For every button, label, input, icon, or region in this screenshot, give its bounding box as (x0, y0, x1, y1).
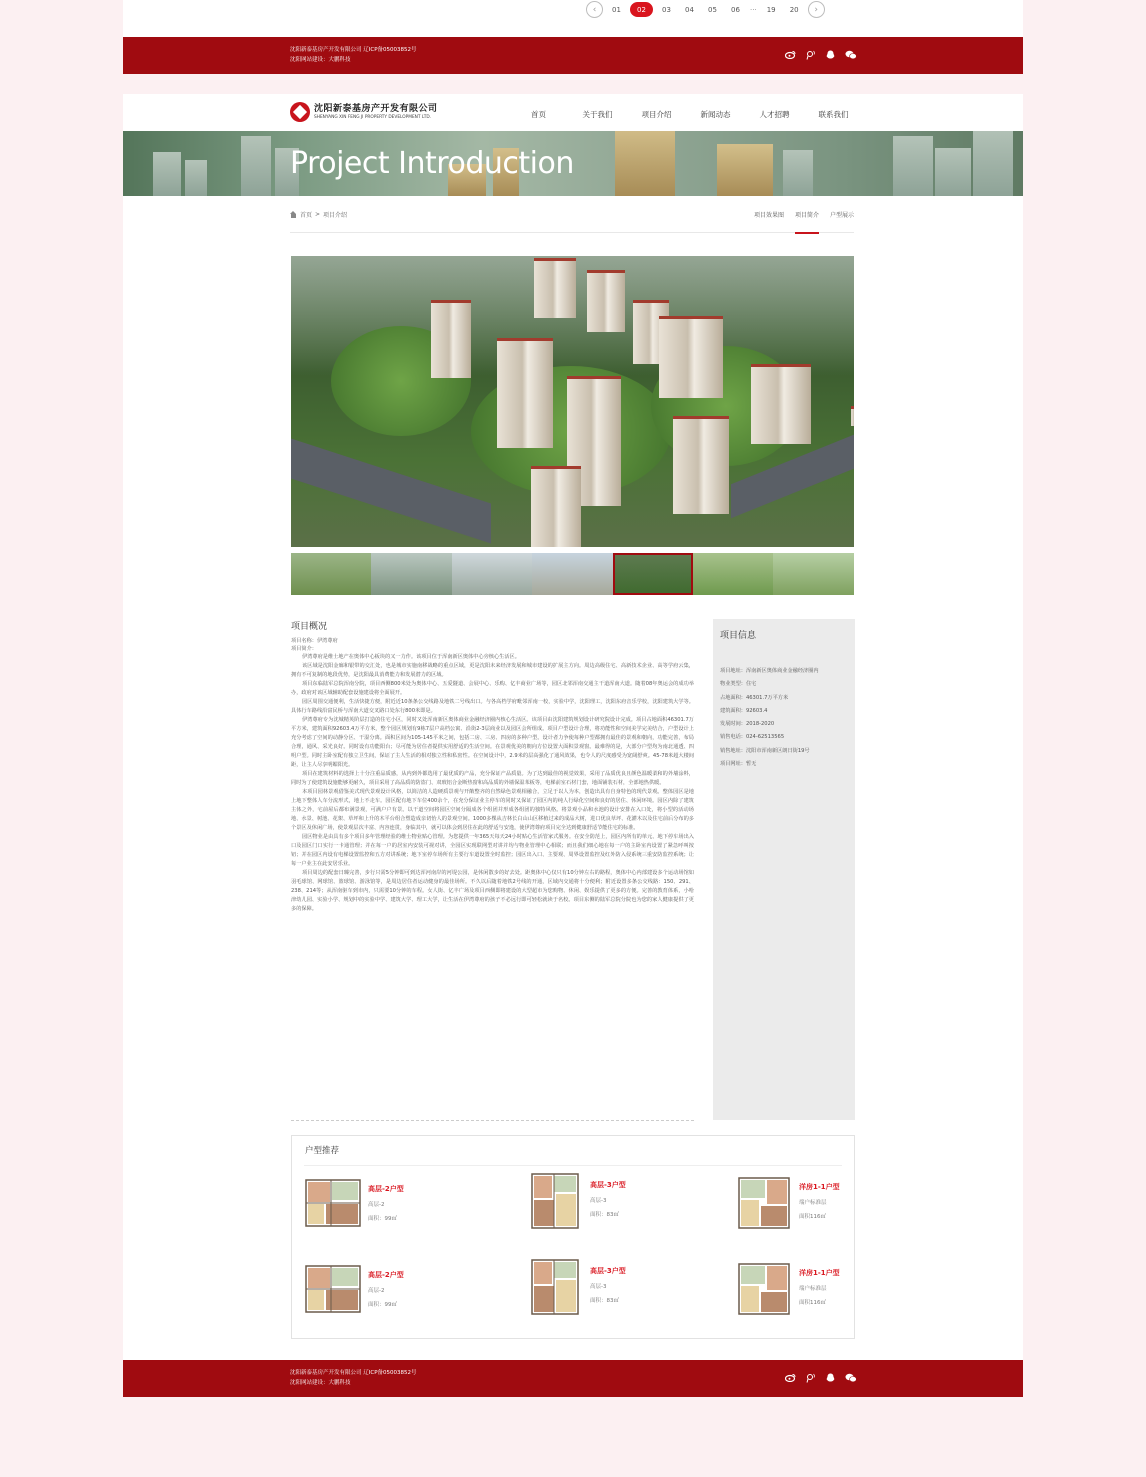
page-link-active[interactable]: 02 (630, 2, 653, 17)
thumbnail[interactable] (371, 553, 451, 595)
divider (291, 1120, 694, 1121)
breadcrumb (290, 210, 347, 219)
wechat-icon[interactable] (844, 49, 857, 60)
info-row: 建筑面积：92603.4 (720, 707, 768, 714)
floorplan-type: 高层-3 (590, 1198, 607, 1204)
divider (304, 1165, 842, 1166)
floorplan-image (526, 1258, 584, 1318)
page-ellipsis: ··· (750, 5, 757, 14)
nav-careers[interactable]: 人才招聘 (759, 110, 790, 119)
floorplan-area: 面积116㎡ (799, 1300, 826, 1306)
overview-paragraph: 项目在建筑材料的选择上十分注重品质感，从内到外都选用了最优质的产品，充分保证产品质量。为了达到最佳的视觉效果，采用了品质优良且颜色温暖柔和的外墙涂料，同时为了使建筑设施能够更耐久，项目采用了高品质的防盗门、双玻铝合金断热窗和高品质的外墙保温苯板等，电梯前室石材门套，地面铺装石材，全部地热供暖。 (291, 771, 694, 786)
subnav-floorplans[interactable]: 户型展示 (829, 212, 854, 219)
pagination (586, 1, 825, 18)
nav-contact[interactable]: 联系我们 (818, 110, 849, 119)
thumbnail[interactable] (773, 553, 853, 595)
footer-top (123, 37, 1023, 74)
chevron-right-icon[interactable]: › (808, 1, 825, 18)
footer-credit: 沈阳网站建设：大鹏科技 (290, 1380, 351, 1386)
qq-icon[interactable] (824, 1372, 837, 1383)
floorplan-area: 面积：83㎡ (590, 1298, 619, 1304)
floorplan-card[interactable] (735, 1174, 915, 1244)
floorplan-type: 高层-2 (368, 1202, 385, 1208)
footer-bottom (123, 1360, 1023, 1397)
footer-text (290, 1368, 417, 1388)
thumbnail[interactable] (452, 553, 532, 595)
overview-paragraph: 园区物业是由具有多个项目多年管理经验的维士物业贴心管理。为您提供一年365天每天24小时贴心生活管家式服务。在安全防范上，园区内所有的单元、地下停车场出入口及园区门口实行一卡通管理；并在每一户的居室内安装可视对讲，全园区实现联网型对讲并均与物业管理中心相联；而且我们细心地在每一户的主卧室内设置了紧急呼叫按钮；并在园区内设有电梯设置监控和五方对讲系统；地下室停车场所有主要行车道设置全时监控；园区出入口、主要观、周界设置监控及红外防入侵系统三重安防监控系统；让每一户业主在此安居乐业。 (291, 834, 694, 867)
info-title: 项目信息 (720, 631, 757, 641)
floorplan-name[interactable]: 洋房1-1户型 (799, 1269, 840, 1277)
chevron-left-icon[interactable]: ‹ (586, 1, 603, 18)
floorplan-card[interactable] (304, 1262, 484, 1332)
floorplan-name[interactable]: 洋房1-1户型 (799, 1183, 840, 1191)
floorplan-name[interactable]: 高层-2户型 (368, 1271, 404, 1279)
social-icons (784, 1372, 857, 1383)
breadcrumb-current[interactable]: 项目介绍 (323, 212, 348, 219)
social-icons (784, 49, 857, 60)
overview-paragraph: 园区周围交通便利，生活快捷方便，附近近10条条公交线路及地铁二号线出口。与各高档学府毗邻浑南一校，实验中学，沈阳理工，沈阳东府音乐学校，沈阳建筑大学等。具体行车路线沿富民桥与浑南大道交叉路口处东行800米即是。 (291, 699, 694, 714)
overview-paragraph: 本项目园林景观借鉴美式现代景观设计风格，以简洁的人造硬质景观与开敞整齐的自然绿色景观相融合，立足于以人为本，创造出具有自身特色的现代景观。整体园区是地上地下整体人车分流形式，地上不走车。园区配有地下车位400余个，在充分保证业主停车的同时又保证了园区内的纯人行绿化空间和良好的居住、休闲环境。园区内除了建筑主体之外，宅前屋后都布满景观，可满户户有景。以干道空间将园区空间分隔成各个组团并形成各组团的独特风格。将景观小品和水池的设计安排在入口处，将小型的活动场地、水景、树池、花架、草坪和上升的木平台组合塑造成亲切怡人的景观空间。1000多棵从吉林长白山山区移植过来的成品大树，进口优良草坪、花灌木以及住宅前后分布的多个景区及休闲广场，使景观层次丰富、内容连贯，身临其中，就可以体会到居住在此的舒适与安逸，使伊湾尊府项目完全达到健康舒适节能住宅的标准。 (291, 789, 694, 831)
page-link[interactable]: 01 (612, 5, 621, 14)
page-link[interactable]: 06 (731, 5, 740, 14)
floorplan-image (526, 1172, 584, 1232)
info-row: 项目网址：暂无 (720, 761, 757, 768)
nav-projects[interactable]: 项目介绍 (641, 110, 672, 119)
footer-copyright: 沈阳新泰基房产开发有限公司 辽ICP备05003852号 (290, 47, 417, 53)
floorplan-name[interactable]: 高层-2户型 (368, 1185, 404, 1193)
floorplan-area: 面积116㎡ (799, 1214, 826, 1220)
project-intro-label: 项目简介： (291, 646, 317, 652)
info-row: 项目地址：浑南新区奥体商业金融经济圈内 (720, 668, 819, 674)
thumbnail-strip (291, 553, 854, 595)
weibo-icon[interactable] (784, 1372, 797, 1383)
tencent-weibo-icon[interactable] (804, 49, 817, 60)
thumbnail[interactable] (532, 553, 612, 595)
subnav-renderings[interactable]: 项目效果图 (753, 212, 784, 219)
sub-nav (754, 210, 854, 233)
floorplan-name[interactable]: 高层-3户型 (590, 1267, 626, 1275)
floorplan-image (304, 1262, 362, 1322)
site-header (123, 94, 1023, 131)
qq-icon[interactable] (824, 49, 837, 60)
floorplan-card[interactable] (526, 1258, 706, 1328)
overview-paragraph: 项目东临陆军总院浑南分院，项目西侧800米处为奥体中心、五爱隧道、会展中心、乐购、亿丰商业广场等，园区北邻浑南交通主干道浑南大道。随着08年奥运会的成功举办，政府对该区域辅助配套设施建设将全面展开。 (291, 681, 694, 696)
footer-credit: 沈阳网站建设：大鹏科技 (290, 57, 351, 63)
home-icon (290, 211, 297, 218)
thumbnail-active[interactable] (613, 553, 693, 595)
breadcrumb-bar (290, 207, 854, 233)
page-link[interactable]: 05 (708, 5, 717, 14)
floorplan-area: 面积：83㎡ (590, 1212, 619, 1218)
floorplan-type: 端户标准层 (799, 1286, 827, 1292)
floorplan-name[interactable]: 高层-3户型 (590, 1181, 626, 1189)
project-rendering-image (291, 256, 854, 547)
overview-title: 项目概况 (291, 622, 328, 632)
thumbnail[interactable] (291, 553, 371, 595)
breadcrumb-separator: > (315, 211, 321, 218)
logo-cn: 沈阳新泰基房产开发有限公司 (314, 103, 438, 114)
floorplan-image (304, 1176, 362, 1236)
page-link[interactable]: 04 (685, 5, 694, 14)
page-banner (123, 131, 1023, 196)
main-nav (509, 109, 863, 120)
floorplan-image (735, 1260, 793, 1320)
footer-copyright: 沈阳新泰基房产开发有限公司 辽ICP备05003852号 (290, 1370, 417, 1376)
info-row: 销售电话：024-62513565 (720, 734, 785, 741)
info-row: 销售地址：沈阳市浑南新区朗日街19号 (720, 747, 810, 754)
overview-paragraph: 项目周边的配套日臻完善，步行只需5分钟即可到达浑河南岸的河堤公园，是休闲散步的好去处。距奥体中心仅只有10分钟左右的路程，奥体中心内部建设多个运动场馆如羽毛球馆、网球馆、篮球馆、游泳馆等，是周边居住者运动健身的最佳场所。不久以后随着地铁2号线的开通，区域内交通将十分便利；附近设置多条公交线路：150、291、238、214等；从浑南驱车到市内，只需要10分钟的车程。女人街、亿丰广场及项目西侧即将建设的大型超市为您购物、休闲、娱乐提供了更多的方便。完善的教育体系，小哈津幼儿园、实验小学、规划中的实验中学、建筑大学、理工大学，让生活在伊湾尊府的孩子不必远行即可轻松就读于名校。项目东侧的陆军总院分院也为您的家人健康提供了更多的保障。 (291, 870, 694, 912)
info-row: 占地面积：46301.7万平方米 (720, 694, 789, 701)
floorplan-section (291, 1135, 855, 1339)
main-card (123, 94, 1023, 1360)
floorplan-card[interactable] (304, 1176, 484, 1246)
info-row: 物业类型：住宅 (720, 681, 757, 688)
floorplan-card[interactable] (526, 1172, 706, 1242)
subnav-intro[interactable]: 项目简介 (795, 210, 819, 233)
floorplan-type: 端户标准层 (799, 1200, 827, 1206)
pagination-card (123, 0, 1023, 37)
floorplan-title: 户型推荐 (305, 1146, 340, 1156)
project-overview (291, 619, 694, 914)
logo-en: SHENYANG XIN FENG JI PROPERTY DEVELOPMENT LTD. (314, 114, 431, 120)
breadcrumb-home[interactable]: 首页 (300, 212, 313, 219)
wechat-icon[interactable] (844, 1372, 857, 1383)
page-link[interactable]: 20 (789, 5, 799, 14)
project-info-panel (713, 619, 855, 1120)
floorplan-area: 面积：99㎡ (368, 1302, 397, 1308)
nav-news[interactable]: 新闻动态 (700, 110, 731, 119)
logo[interactable] (290, 102, 438, 122)
floorplan-card[interactable] (735, 1260, 915, 1330)
info-row: 发展时间：2018-2020 (720, 721, 775, 728)
logo-icon (290, 102, 310, 122)
project-name: 项目名称：伊湾尊府 (291, 638, 338, 644)
overview-paragraph: 该区域是沈阳金廊和银带的交汇处，也是城市实施南移战略的重点区域，更是沈阳未来经济发展和城市建设的扩展主方向。周边高级住宅、高新技术企业、高等学府云集，拥有不可复制的地段优势，是沈阳最具消费能力和发展潜力的区域。 (291, 663, 694, 678)
floorplan-type: 高层-3 (590, 1284, 607, 1290)
logo-text (314, 104, 438, 121)
floorplan-type: 高层-2 (368, 1288, 385, 1294)
nav-about[interactable]: 关于我们 (582, 110, 613, 119)
weibo-icon[interactable] (784, 49, 797, 60)
overview-paragraph: 伊湾尊府是维士地产在奥体中心板块的又一力作。该项目位于浑南新区奥体中心旁核心生活区。 (302, 654, 520, 660)
page-link[interactable]: 19 (766, 5, 776, 14)
footer-text (290, 45, 417, 65)
page-link[interactable]: 03 (662, 5, 671, 14)
tencent-weibo-icon[interactable] (804, 1372, 817, 1383)
overview-paragraph: 伊湾尊府专为沈城精英阶层打造的住宅小区，同时又处浑南新区奥体商业金融经济圈内核心生活区。该项目由沈阳建筑规划设计研究院设计完成。项目占地面积46301.7万平方米，建筑面积92603.4万平方米，整个园区规划有9栋7层户高档公寓、沿街2-3层商业以及园区会所组成。项目户型设计合理，将功能性和空间美学完美结合，户型设计上充分考虑了空间的动静分区、干湿分离。面积区间为105-145平米之间，包括二房、三房、四房的多种户型。设计者力争使每种户型都拥有最佳的景观和朝向，功能完善，布局合理，通风、采光良好。同时设有功能阳台；尽可能为居住者提供实用舒适的生活空间。在景观优美的朝向方位设置大面积景观窗。最难得的是，大部分户型均为南北通透、四明户型。同时主卧室配有独立卫生间，保证了主人生活的相对独立性和私密性。在空间设计中，2.9米的层高强化了通风效果，也令人的尺度感受为宽阔舒爽。45-78米超大楼间距，让主人尽享明媚阳光。 (291, 717, 694, 768)
thumbnail[interactable] (693, 553, 773, 595)
floorplan-image (735, 1174, 793, 1234)
banner-title: Project Introduction (290, 146, 574, 181)
floorplan-area: 面积：99㎡ (368, 1216, 397, 1222)
nav-home[interactable]: 首页 (531, 110, 546, 119)
